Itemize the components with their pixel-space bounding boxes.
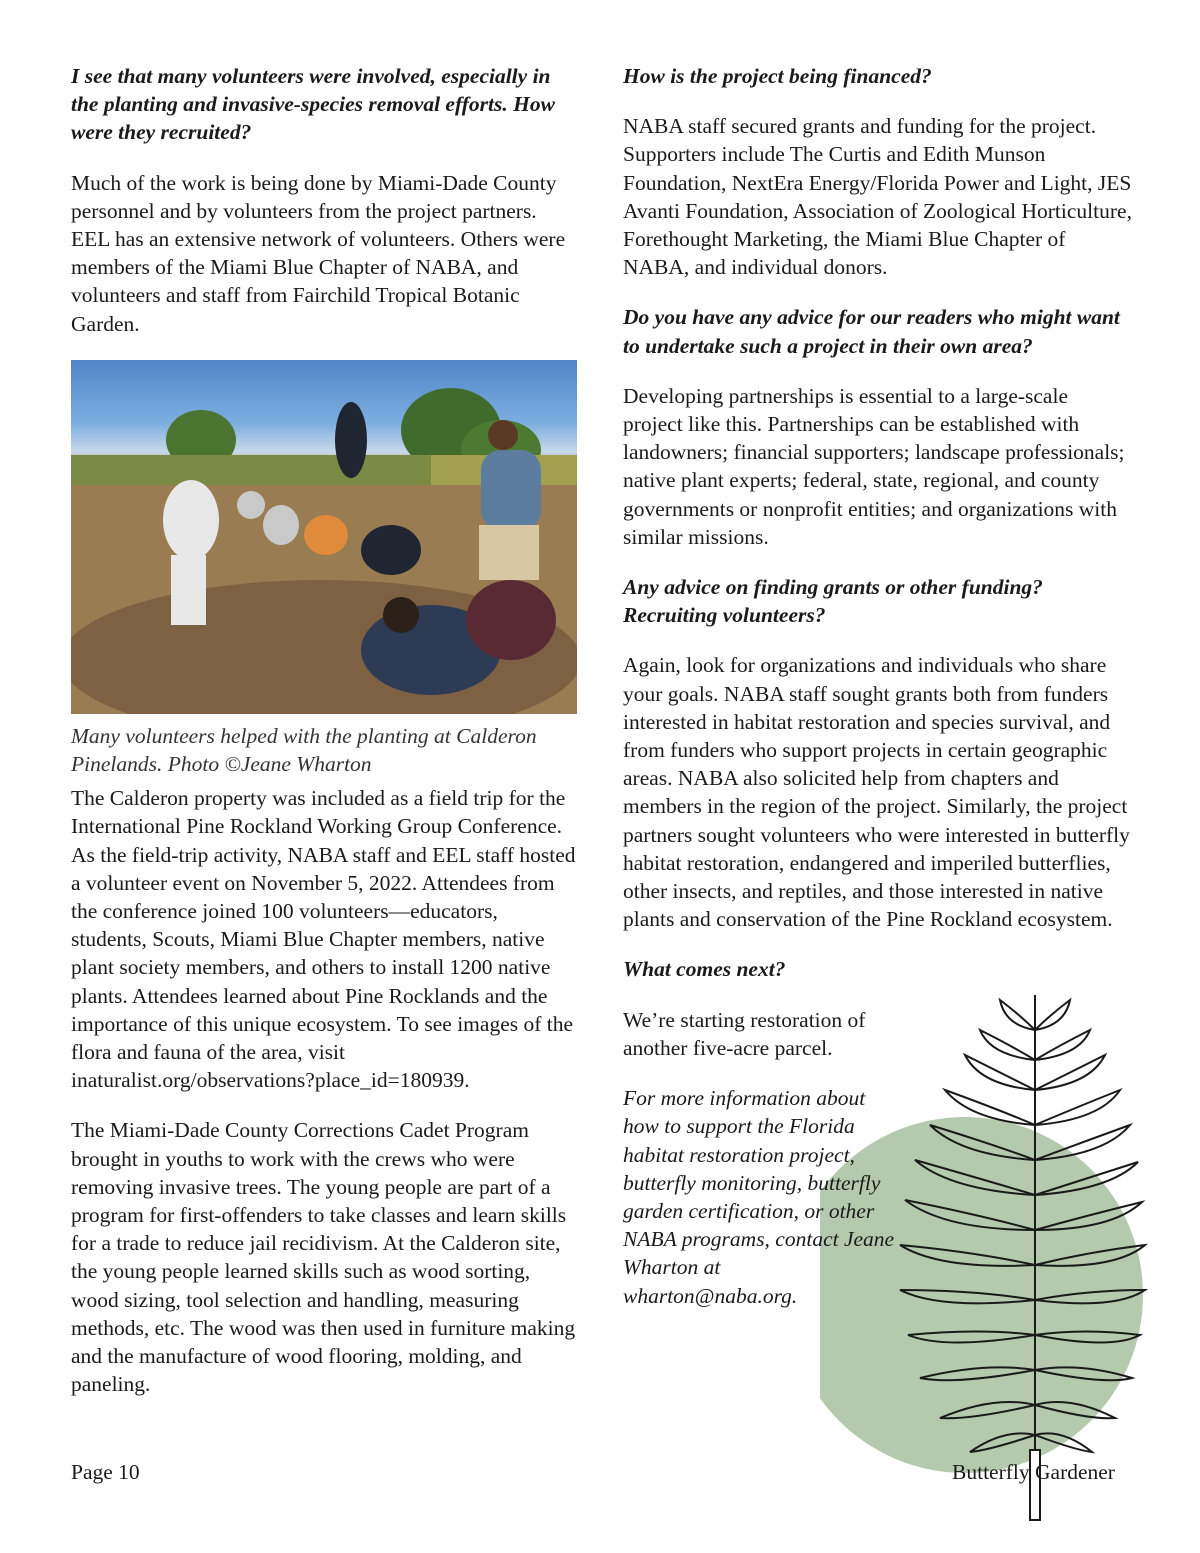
answer-grants: Again, look for organizations and individuals who share your goals. NABA staff sought grants both from funders interested in habitat restoration and species survival, and from funders who support projects in certain geographic areas. NABA also solicited help from chapters and members in the region of the project. Similarly, the project partners sought volunteers who were interested in butterfly habitat restoration, endangered and imperiled butterflies, other insects, and reptiles, and those interested in native plants and conservation of the Pine Rockland ecosystem. bbox=[623, 653, 1130, 932]
answer-next: We’re starting restoration of another five-acre parcel. bbox=[623, 1007, 866, 1060]
question-volunteers: I see that many volunteers were involved, especially in the planting and invasive-species removal efforts. How were they recruited? bbox=[71, 64, 555, 145]
right-column bbox=[623, 62, 1133, 1310]
more-info: For more information about how to support the Florida habitat restoration project, butterfly monitoring, butterfly garden certification, or other NABA programs, contact Jeane Wharton at wharton@naba.org. bbox=[623, 1086, 895, 1308]
publication-name: Butterfly Gardener bbox=[952, 1460, 1115, 1484]
photo-illustration bbox=[71, 360, 577, 714]
left-column bbox=[71, 62, 577, 1399]
page-number: Page 10 bbox=[71, 1460, 140, 1484]
question-financing: How is the project being financed? bbox=[623, 64, 932, 88]
question-grants: Any advice on finding grants or other funding? Recruiting volunteers? bbox=[623, 575, 1043, 628]
paragraph-field-trip: The Calderon property was included as a field trip for the International Pine Rockland Working Group Conference. As the field-trip activity, NABA staff and EEL staff hosted a volunteer event on November 5, 2022. Attendees from the conference joined 100 volunteers—educators, students, Scouts, Miami Blue Chapter members, native plant society members, and others to install 1200 native plants. Attendees learned about Pine Rocklands and the importance of this unique ecosystem. To see images of the flora and fauna of the area, visit inaturalist.org/observations?place_id=180939. bbox=[71, 786, 576, 1093]
photo-caption: Many volunteers helped with the planting at Calderon Pinelands. Photo ©Jeane Wharton bbox=[71, 723, 537, 777]
paragraph-cadet-program: The Miami-Dade County Corrections Cadet Program brought in youths to work with the crews who were removing invasive trees. The young people are part of a program for first-offenders to take classes and learn skills for a trade to reduce jail recidivism. At the Calderon site, the young people learned skills such as wood sorting, wood sizing, tool selection and handling, measuring methods, etc. The wood was then used in furniture making and the manufacture of wood flooring, molding, and paneling. bbox=[71, 1118, 576, 1397]
volunteers-planting-photo bbox=[71, 360, 577, 714]
answer-advice: Developing partnerships is essential to a large-scale project like this. Partnerships can be established with landowners; financial supporters; landscape professionals; native plant experts; federal, state, regional, and county governments or nonprofit entities; and organizations with similar missions. bbox=[623, 383, 1125, 549]
question-next: What comes next? bbox=[623, 957, 786, 982]
question-advice: Do you have any advice for our readers who might want to undertake such a project in their own area? bbox=[623, 305, 1120, 358]
answer-financing: NABA staff secured grants and funding for the project. Supporters include The Curtis and Edith Munson Foundation, NextEra Energy/Florida Power and Light, JES Avanti Foundation, Association of Zoological Horticulture, Forethought Marketing, the Miami Blue Chapter of NABA, and individual donors. bbox=[623, 114, 1132, 280]
answer-volunteers: Much of the work is being done by Miami-Dade County personnel and by volunteers from the project partners. EEL has an extensive network of volunteers. Others were members of the Miami Blue Chapter of NABA, and volunteers and staff from Fairchild Tropical Botanic Garden. bbox=[71, 170, 566, 336]
